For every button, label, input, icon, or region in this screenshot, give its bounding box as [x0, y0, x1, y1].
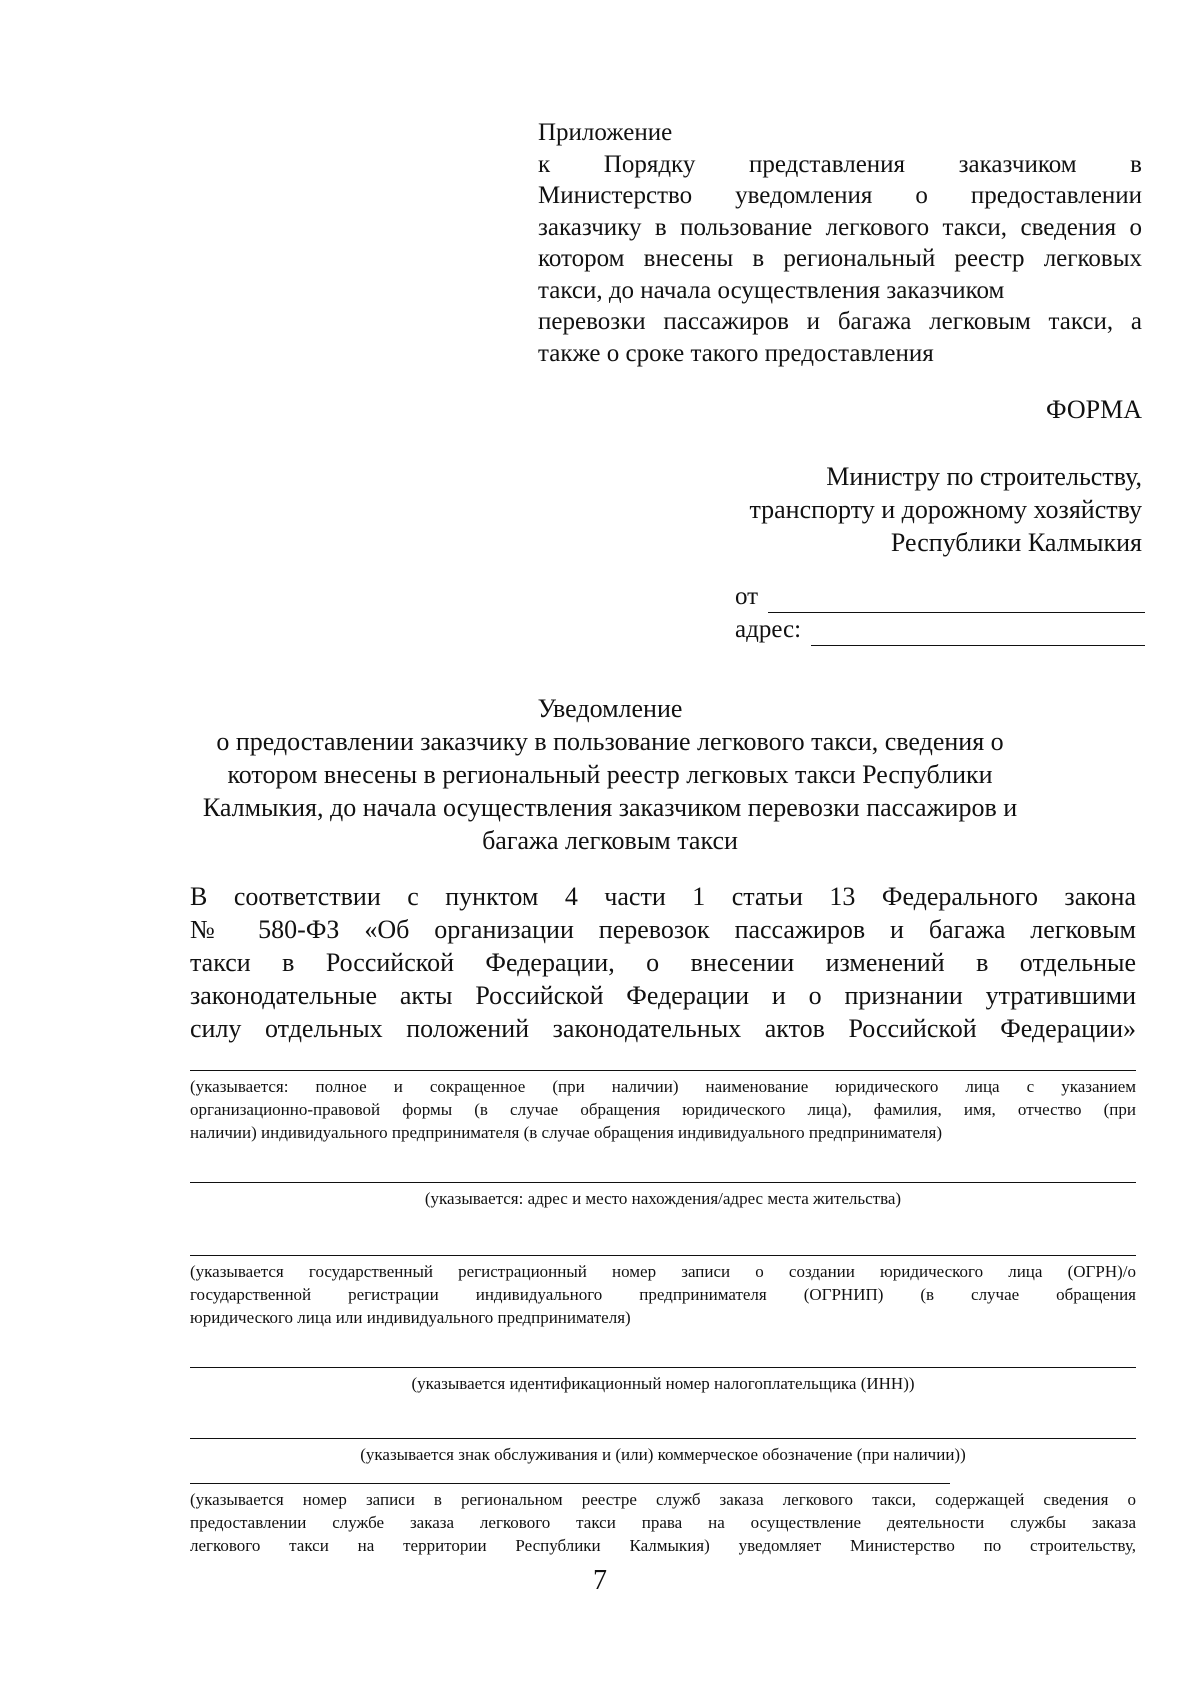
body-paragraph — [190, 880, 1136, 1045]
field-caption — [190, 1075, 1136, 1144]
appendix-header — [538, 117, 1142, 369]
addressee-line: Министру по строительству, — [826, 462, 1142, 491]
from-label: от — [735, 583, 759, 610]
caption-line: легкового такси на территории Республики Калмыкия) уведомляет Министерство по строительству, — [190, 1536, 1136, 1555]
field-caption — [190, 1260, 1136, 1329]
caption-line: предоставлении службе заказа легкового такси права на осуществление деятельности службы заказа — [190, 1513, 1136, 1532]
addressee-line: Республики Калмыкия — [890, 528, 1142, 557]
caption-line: (указывается знак обслуживания и (или) коммерческое обозначение (при наличии)) — [360, 1445, 966, 1464]
address-label: адрес: — [735, 616, 802, 643]
notification-title — [200, 692, 1020, 857]
caption-line: (указывается: полное и сокращенное (при наличии) наименование юридического лица с указанием — [190, 1077, 1136, 1096]
appendix-line: заказчику в пользование легкового такси, сведения о — [538, 213, 1142, 241]
body-line: силу отдельных положений законодательных актов Российской Федерации» — [190, 1014, 1136, 1043]
addressee-block — [542, 460, 1142, 559]
field-caption — [190, 1443, 1136, 1466]
caption-line: наличии) индивидуального предпринимателя (в случае обращения индивидуального предпринимателя) — [190, 1123, 943, 1142]
title-line: котором внесены в региональный реестр легковых такси Республики — [227, 760, 993, 789]
field-blank-line[interactable] — [190, 1367, 1136, 1368]
address-row — [735, 613, 1145, 646]
caption-line: юридического лица или индивидуального предпринимателя) — [190, 1308, 631, 1327]
field-caption — [190, 1372, 1136, 1395]
body-line: законодательные акты Российской Федерации и о признании утратившими — [190, 981, 1136, 1010]
field-caption — [190, 1488, 1136, 1557]
field-inn — [190, 1367, 1136, 1395]
title-line: Уведомление — [537, 694, 683, 723]
field-blank-line[interactable] — [190, 1070, 1136, 1071]
addressee-line: транспорту и дорожному хозяйству — [749, 495, 1142, 524]
caption-line: организационно-правовой формы (в случае обращения юридического лица), фамилия, имя, отчество (при — [190, 1100, 1136, 1119]
field-blank-line[interactable] — [190, 1438, 1136, 1439]
field-trademark — [190, 1438, 1136, 1466]
field-blank-line[interactable] — [190, 1255, 1136, 1256]
field-entity-name — [190, 1070, 1136, 1144]
page-number: 7 — [593, 1565, 607, 1596]
appendix-line: Приложение — [538, 119, 673, 146]
title-line: Калмыкия, до начала осуществления заказчиком перевозки пассажиров и — [202, 793, 1018, 822]
appendix-line: такси, до начала осуществления заказчиком — [538, 276, 1005, 304]
field-address — [190, 1182, 1136, 1210]
body-line: такси в Российской Федерации, о внесении изменений в отдельные — [190, 948, 1136, 977]
field-ogrn — [190, 1255, 1136, 1329]
from-blank-line[interactable] — [768, 588, 1145, 613]
body-line: В соответствии с пунктом 4 части 1 статьи 13 Федерального закона — [190, 882, 1136, 911]
appendix-line: перевозки пассажиров и багажа легковым такси, а — [538, 308, 1142, 335]
title-line: багажа легковым такси — [482, 826, 738, 855]
caption-line: (указывается государственный регистрационный номер записи о создании юридического лица (ОГРН)/о — [190, 1262, 1136, 1281]
sender-block — [735, 580, 1145, 646]
caption-line: (указывается номер записи в региональном реестре служб заказа легкового такси, содержащей сведения о — [190, 1490, 1136, 1509]
appendix-line: к Порядку представления заказчиком в — [538, 150, 1142, 178]
field-caption — [190, 1187, 1136, 1210]
caption-line: (указывается идентификационный номер налогоплательщика (ИНН)) — [411, 1374, 915, 1393]
body-line: № 580-ФЗ «Об организации перевозок пассажиров и багажа легковым — [190, 915, 1136, 944]
title-line: о предоставлении заказчику в пользование легкового такси, сведения о — [216, 727, 1004, 756]
from-row — [735, 580, 1145, 613]
form-label: ФОРМА — [1046, 395, 1142, 424]
caption-line: (указывается: адрес и место нахождения/адрес места жительства) — [424, 1189, 902, 1208]
appendix-line: также о сроке такого предоставления — [538, 339, 934, 367]
appendix-line: Министерство уведомления о предоставлении — [538, 182, 1142, 209]
field-blank-line[interactable] — [190, 1182, 1136, 1183]
field-blank-line[interactable] — [190, 1483, 950, 1484]
caption-line: государственной регистрации индивидуального предпринимателя (ОГРНИП) (в случае обращения — [190, 1285, 1136, 1304]
address-blank-line[interactable] — [811, 621, 1145, 646]
field-registry-record — [190, 1483, 1136, 1557]
appendix-line: котором внесены в региональный реестр легковых — [538, 245, 1142, 272]
